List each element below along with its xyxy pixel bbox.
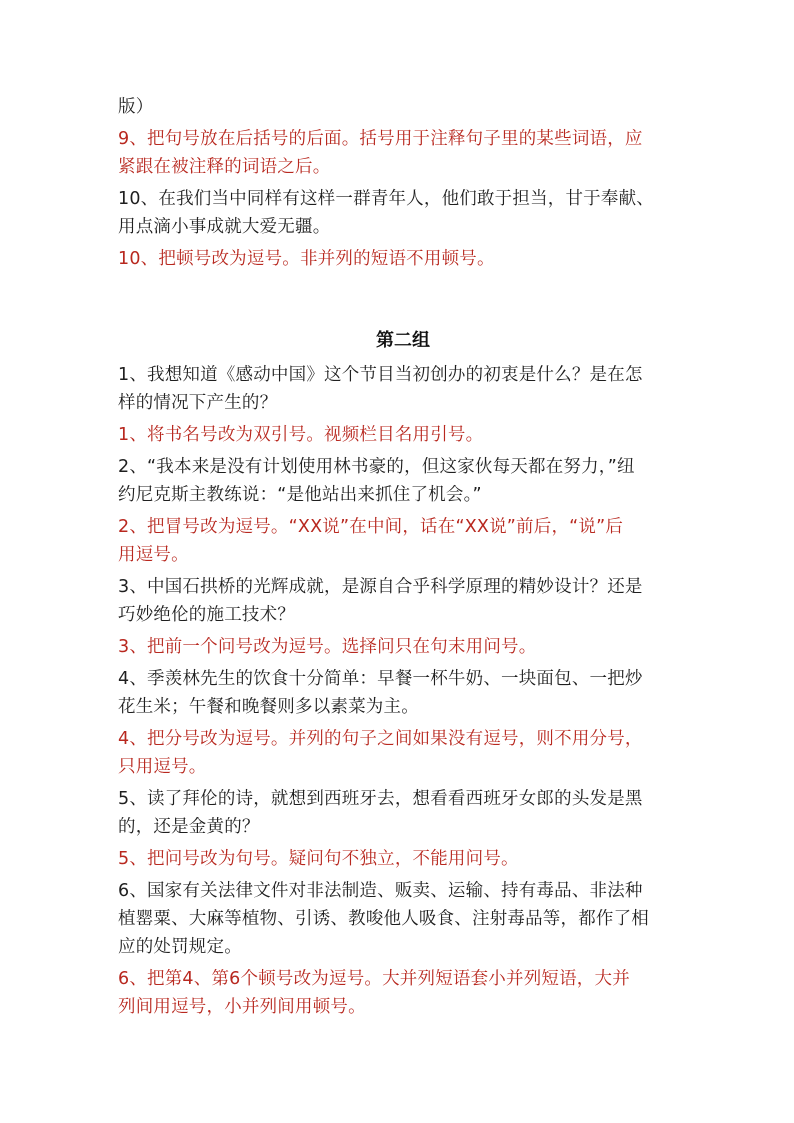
- question-paragraph: [118, 185, 688, 241]
- answer-paragraph: [118, 845, 688, 873]
- text-line: 用点滴小事成就大爱无疆。: [118, 217, 331, 237]
- text-line: 3、中国石拱桥的光辉成就，是源自合乎科学原理的精妙设计？还是: [118, 577, 643, 597]
- text-line: 约尼克斯主教练说：“是他站出来抓住了机会。”: [118, 485, 482, 505]
- text-line: 1、我想知道《感动中国》这个节目当初创办的初衷是什么？是在怎: [118, 365, 643, 385]
- answer-paragraph: [118, 725, 688, 781]
- text-line: 列间用逗号，小并列间用顿号。: [118, 997, 366, 1017]
- text-line: 10、在我们当中同样有这样一群青年人，他们敢于担当，甘于奉献、: [118, 189, 654, 209]
- text-line: 版）: [118, 97, 154, 117]
- text-line: 5、读了拜伦的诗，就想到西班牙去，想看看西班牙女郎的头发是黑: [118, 789, 643, 809]
- answer-paragraph: [118, 421, 688, 449]
- question-paragraph: [118, 573, 688, 629]
- question-paragraph: [118, 785, 688, 841]
- text-line: 2、把冒号改为逗号。“XX说”在中间，话在“XX说”前后，“说”后: [118, 517, 624, 537]
- text-line: 2、“我本来是没有计划使用林书豪的，但这家伙每天都在努力，”纽: [118, 457, 635, 477]
- text-line: 1、将书名号改为双引号。视频栏目名用引号。: [118, 425, 484, 445]
- question-paragraph: [118, 361, 688, 417]
- question-paragraph: [118, 877, 688, 961]
- text-line: 4、季羡林先生的饮食十分简单：早餐一杯牛奶、一块面包、一把炒: [118, 669, 643, 689]
- section-heading: 第二组: [376, 330, 430, 351]
- answer-paragraph: [118, 245, 688, 273]
- question-paragraph: [118, 453, 688, 509]
- text-line: 植罂粟、大麻等植物、引诱、教唆他人吸食、注射毒品等，都作了相: [118, 909, 649, 929]
- second-section: [118, 361, 688, 1021]
- text-line: 样的情况下产生的？: [118, 393, 278, 413]
- section-gap: [118, 277, 688, 327]
- text-line: 的，还是金黄的？: [118, 817, 260, 837]
- text-line: 6、把第4、第6个顿号改为逗号。大并列短语套小并列短语，大并: [118, 969, 630, 989]
- text-line: 用逗号。: [118, 545, 189, 565]
- text-line: 4、把分号改为逗号。并列的句子之间如果没有逗号，则不用分号，: [118, 729, 643, 749]
- text-line: 巧妙绝伦的施工技术？: [118, 605, 295, 625]
- answer-paragraph: [118, 513, 688, 569]
- answer-paragraph: [118, 633, 688, 661]
- text-line: 紧跟在被注释的词语之后。: [118, 157, 331, 177]
- text-line: 9、把句号放在后括号的后面。括号用于注释句子里的某些词语，应: [118, 129, 643, 149]
- text-line: 只用逗号。: [118, 757, 207, 777]
- question-paragraph: [118, 665, 688, 721]
- continuation-paragraph: [118, 93, 688, 121]
- first-section: [118, 93, 688, 273]
- text-line: 10、把顿号改为逗号。非并列的短语不用顿号。: [118, 249, 495, 269]
- text-line: 6、国家有关法律文件对非法制造、贩卖、运输、持有毒品、非法种: [118, 881, 643, 901]
- text-line: 5、把问号改为句号。疑问句不独立，不能用问号。: [118, 849, 519, 869]
- answer-paragraph: [118, 125, 688, 181]
- document-page: [118, 93, 688, 1025]
- text-line: 应的处罚规定。: [118, 937, 242, 957]
- text-line: 3、把前一个问号改为逗号。选择问只在句末用问号。: [118, 637, 537, 657]
- text-line: 花生米；午餐和晚餐则多以素菜为主。: [118, 697, 419, 717]
- answer-paragraph: [118, 965, 688, 1021]
